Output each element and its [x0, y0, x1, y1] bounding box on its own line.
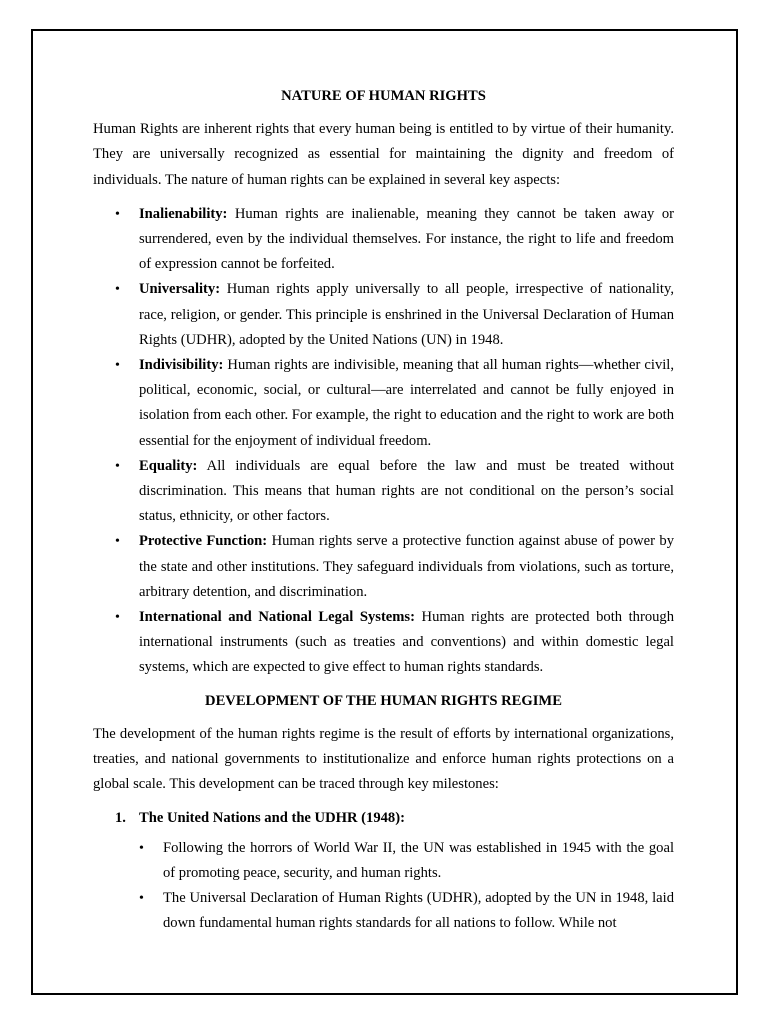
- aspect-text: Human rights are protected both through international instruments (such as treaties and conventions) and within domestic legal systems, which are expected to give effect to human rights standards.: [139, 609, 675, 676]
- list-item: [139, 836, 674, 886]
- bullet-icon: •: [115, 534, 120, 550]
- list-item: [139, 886, 674, 936]
- aspect-term: Inalienability:: [139, 205, 228, 222]
- list-item: [115, 529, 675, 605]
- bullet-icon: •: [115, 282, 120, 298]
- milestones-list: [93, 806, 674, 936]
- aspect-text: Human rights serve a protective function against abuse of power by the state and other institutions. They safeguard individuals from violations, such as torture, arbitrary detention, and discrimination.: [139, 533, 675, 600]
- bullet-icon: •: [115, 358, 120, 374]
- aspect-term: Indivisibility:: [139, 357, 224, 374]
- aspect-text: Human rights apply universally to all people, irrespective of nationality, race, religion, or gender. This principle is enshrined in the Universal Declaration of Human Rights (UDHR), adopted by the United Nations (UN) in 1948.: [139, 281, 674, 348]
- development-intro-paragraph: The development of the human rights regime is the result of efforts by international organizations, treaties, and national governments to institutionalize and enforce human rights protections on a global scale. This development can be traced through key milestones:: [93, 725, 674, 793]
- aspect-term: Universality:: [139, 281, 221, 298]
- bullet-icon: •: [115, 458, 120, 474]
- section-title-nature: NATURE OF HUMAN RIGHTS: [281, 88, 486, 104]
- aspect-term: International and National Legal Systems:: [139, 609, 415, 626]
- list-item: [115, 277, 674, 353]
- list-item: [115, 202, 674, 278]
- milestone-title: The United Nations and the UDHR (1948):: [139, 810, 405, 827]
- aspect-term: Equality:: [139, 457, 198, 474]
- list-item: [115, 454, 674, 530]
- aspect-text: Human rights are inalienable, meaning they cannot be taken away or surrendered, even by the individual themselves. For instance, the right to life and freedom of expression cannot be forfeited.: [139, 205, 674, 273]
- aspect-text: Human rights are indivisible, meaning that all human rights—whether civil, political, economic, social, or cultural—are interrelated and cannot be fully enjoyed in isolation from each other. For example, the right to education and the right to work are both essential for the enjoyment of individual freedom.: [139, 357, 674, 449]
- aspect-term: Protective Function:: [139, 533, 268, 550]
- bullet-icon: •: [115, 206, 120, 222]
- section-title-development: DEVELOPMENT OF THE HUMAN RIGHTS REGIME: [205, 692, 562, 709]
- milestone-item: [115, 806, 674, 936]
- list-item: [115, 605, 675, 681]
- aspect-text: All individuals are equal before the law and must be treated without discrimination. This means that human rights are not conditional on the person’s social status, ethnicity, or other factors.: [139, 457, 674, 525]
- document-body: [93, 84, 674, 937]
- milestone-number: 1.: [115, 810, 126, 827]
- milestone-point-text: Following the horrors of World War II, the UN was established in 1945 with the goal of promoting peace, security, and human rights.: [163, 839, 674, 881]
- bullet-icon: •: [115, 610, 120, 626]
- intro-paragraph: Human Rights are inherent rights that every human being is entitled to by virtue of their humanity. They are universally recognized as essential for maintaining the dignity and freedom of individuals. The nature of human rights can be explained in several key aspects:: [93, 121, 674, 188]
- milestone-point-text: The Universal Declaration of Human Rights (UDHR), adopted by the UN in 1948, laid down fundamental human rights standards for all nations to follow. While not: [163, 890, 674, 932]
- bullet-icon: •: [139, 891, 144, 907]
- list-item: [115, 353, 674, 454]
- milestone-points: [139, 836, 674, 937]
- aspects-list: [93, 202, 674, 681]
- bullet-icon: •: [139, 840, 144, 856]
